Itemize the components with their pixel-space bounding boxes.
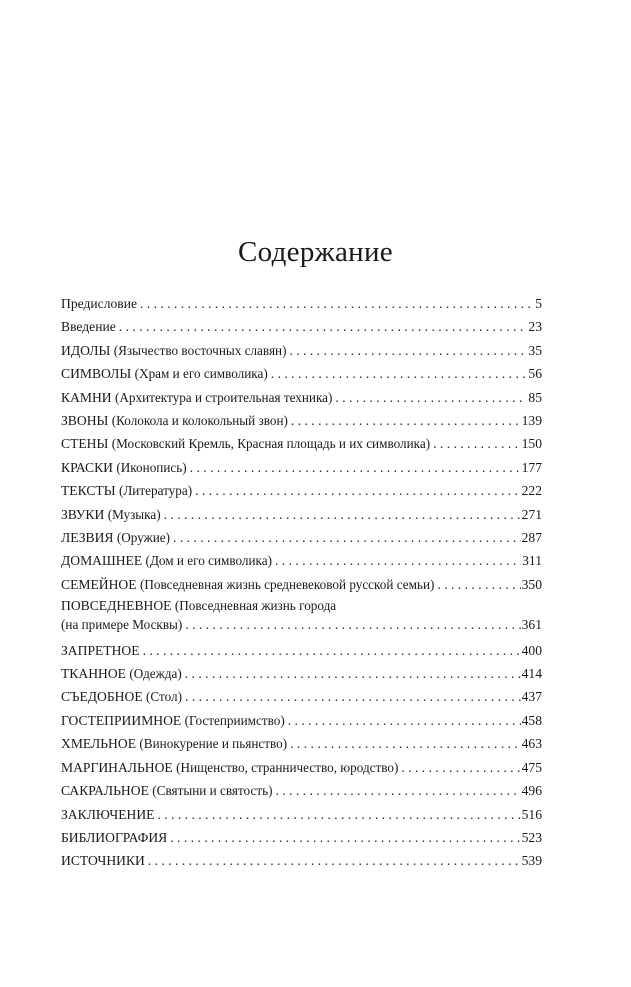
toc-entry-main-title: ИДОЛЫ bbox=[61, 342, 111, 358]
toc-entry-title bbox=[61, 573, 434, 596]
toc-entry-subtitle: (Язычество восточных славян) bbox=[113, 342, 287, 358]
toc-entry[interactable] bbox=[61, 292, 542, 315]
toc-page-number: 56 bbox=[528, 366, 542, 382]
toc-entry-main-title: ЗВУКИ bbox=[61, 506, 105, 522]
toc-entry-main-title: ТЕКСТЫ bbox=[61, 483, 116, 499]
toc-entry-title bbox=[61, 339, 286, 362]
toc-entry-main-title: БИБЛИОГРАФИЯ bbox=[61, 829, 168, 845]
page-title: Содержание bbox=[238, 236, 393, 268]
dot-leader bbox=[271, 362, 528, 385]
toc-entry[interactable] bbox=[61, 432, 542, 455]
dot-leader bbox=[185, 615, 520, 634]
dot-leader bbox=[288, 709, 521, 732]
dot-leader bbox=[433, 432, 521, 455]
toc-entry[interactable] bbox=[61, 662, 542, 685]
toc-entry-main-title: ХМЕЛЬНОЕ bbox=[61, 736, 136, 752]
toc-entry-subtitle: (Нищенство, странничество, юродство) bbox=[176, 759, 399, 775]
toc-entry-title bbox=[61, 709, 285, 732]
toc-entry-title bbox=[61, 639, 140, 662]
toc-entry-subtitle: (Повседневная жизнь средневековой русской семьи) bbox=[139, 576, 435, 592]
toc-entry[interactable] bbox=[61, 386, 542, 409]
toc-entry-subtitle: (Гостеприимство) bbox=[184, 712, 285, 728]
toc-entry-subtitle: (Литература) bbox=[118, 483, 193, 499]
toc-page-number: 177 bbox=[521, 459, 542, 475]
toc-entry-title bbox=[61, 362, 268, 385]
dot-leader bbox=[275, 549, 521, 572]
toc-entry[interactable] bbox=[61, 826, 542, 849]
dot-leader bbox=[437, 573, 520, 596]
toc-entry-title bbox=[61, 756, 398, 779]
toc-entry-title bbox=[61, 598, 336, 613]
toc-entry-main-title: ИСТОЧНИКИ bbox=[61, 853, 145, 869]
dot-leader bbox=[335, 386, 527, 409]
toc-page-number: 222 bbox=[521, 483, 542, 499]
toc-entry[interactable] bbox=[61, 732, 542, 755]
toc-entry-subtitle: (Московский Кремль, Красная площадь и их символика) bbox=[111, 436, 431, 452]
dot-leader bbox=[140, 292, 534, 315]
toc-page-number: 287 bbox=[521, 530, 542, 546]
toc-page-number: 437 bbox=[521, 689, 542, 705]
toc-entry[interactable] bbox=[61, 409, 542, 432]
toc-entry-main-title: СТЕНЫ bbox=[61, 436, 109, 452]
toc-entry-main-title: ГОСТЕПРИИМНОЕ bbox=[61, 712, 182, 728]
toc-entry-subtitle: (Святыни и святость) bbox=[152, 783, 273, 799]
toc-page-number: 23 bbox=[528, 319, 542, 335]
toc-entry-main-title: СЪЕДОБНОЕ bbox=[61, 689, 143, 705]
toc-entry-subtitle: (Музыка) bbox=[107, 506, 161, 522]
toc-entry-title bbox=[61, 526, 170, 549]
dot-leader bbox=[401, 756, 520, 779]
toc-entry-subtitle: (Храм и его символика) bbox=[134, 366, 268, 382]
dot-leader bbox=[289, 339, 527, 362]
toc-entry-title bbox=[61, 479, 192, 502]
toc-entry-title bbox=[61, 503, 161, 526]
toc-entry[interactable] bbox=[61, 803, 542, 826]
toc-entry-title bbox=[61, 732, 287, 755]
toc-page-number: 85 bbox=[528, 389, 542, 405]
dot-leader bbox=[185, 662, 521, 685]
toc-entry-title bbox=[61, 432, 430, 455]
toc-page-number: 400 bbox=[521, 642, 542, 658]
toc-entry-title bbox=[61, 549, 272, 572]
dot-leader bbox=[173, 526, 521, 549]
toc-entry-main-title: ЗАКЛЮЧЕНИЕ bbox=[61, 806, 155, 822]
toc-page-number: 458 bbox=[521, 712, 542, 728]
toc-entry[interactable] bbox=[61, 779, 542, 802]
toc-entry[interactable] bbox=[61, 756, 542, 779]
dot-leader bbox=[195, 479, 521, 502]
dot-leader bbox=[157, 803, 520, 826]
toc-entry[interactable] bbox=[61, 362, 542, 385]
toc-entry-subtitle: (Повседневная жизнь города bbox=[174, 598, 337, 614]
toc-entry-title bbox=[61, 779, 272, 802]
toc-page-number: 496 bbox=[521, 783, 542, 799]
toc-entry-title bbox=[61, 826, 167, 849]
toc-entry-title bbox=[61, 803, 154, 826]
toc-entry-main-title: ЗАПРЕТНОЕ bbox=[61, 642, 140, 658]
toc-entry-subtitle: (Архитектура и строительная техника) bbox=[115, 389, 333, 405]
toc-entry-main-title: ДОМАШНЕЕ bbox=[61, 553, 143, 569]
dot-leader bbox=[185, 685, 521, 708]
dot-leader bbox=[164, 503, 521, 526]
toc-entry-subtitle: (на примере Москвы) bbox=[61, 617, 183, 633]
toc-entry[interactable] bbox=[61, 479, 542, 502]
toc-page-number: 463 bbox=[521, 736, 542, 752]
toc-entry-main-title: ПОВСЕДНЕВНОЕ bbox=[61, 598, 172, 614]
toc-page-number: 311 bbox=[522, 553, 542, 569]
toc-entry-title bbox=[61, 456, 187, 479]
toc-entry[interactable] bbox=[61, 549, 542, 572]
toc-entry-title bbox=[61, 685, 182, 708]
toc-entry-main-title: КРАСКИ bbox=[61, 459, 113, 475]
dot-leader bbox=[291, 409, 521, 432]
toc-entry-subtitle: (Одежда) bbox=[129, 666, 182, 682]
toc-entry-title bbox=[61, 615, 182, 634]
toc-entry-title bbox=[61, 292, 137, 315]
toc-page-number: 361 bbox=[521, 617, 542, 633]
toc-entry[interactable] bbox=[61, 709, 542, 732]
toc-entry-title bbox=[61, 315, 116, 338]
toc-page-number: 539 bbox=[521, 853, 542, 869]
toc-page-number: 414 bbox=[521, 666, 542, 682]
dot-leader bbox=[143, 639, 521, 662]
toc-entry[interactable] bbox=[61, 456, 542, 479]
dot-leader bbox=[190, 456, 521, 479]
toc-page-number: 5 bbox=[535, 296, 542, 311]
toc-entry-subtitle: (Оружие) bbox=[116, 530, 171, 546]
toc-page-number: 35 bbox=[528, 342, 542, 358]
toc-entry[interactable] bbox=[61, 849, 542, 872]
toc-entry-title bbox=[61, 409, 288, 432]
toc-entry-main-title: СЕМЕЙНОЕ bbox=[61, 576, 137, 592]
toc-page-number: 139 bbox=[521, 413, 542, 429]
table-of-contents bbox=[61, 292, 542, 873]
toc-entry-main-title: СИМВОЛЫ bbox=[61, 366, 132, 382]
toc-entry[interactable] bbox=[61, 573, 542, 596]
toc-entry-subtitle: (Стол) bbox=[146, 689, 183, 705]
toc-entry-title bbox=[61, 662, 182, 685]
toc-entry[interactable] bbox=[61, 596, 542, 638]
toc-entry-main-title: Введение bbox=[61, 319, 116, 335]
toc-entry-title bbox=[61, 386, 332, 409]
dot-leader bbox=[170, 826, 520, 849]
toc-entry-main-title: Предисловие bbox=[61, 296, 138, 311]
toc-entry[interactable] bbox=[61, 339, 542, 362]
dot-leader bbox=[290, 732, 520, 755]
toc-entry[interactable] bbox=[61, 315, 542, 338]
toc-page-number: 350 bbox=[521, 576, 542, 592]
toc-entry-main-title: САКРАЛЬНОЕ bbox=[61, 783, 149, 799]
toc-entry-subtitle: (Дом и его символика) bbox=[145, 553, 272, 569]
toc-entry-subtitle: (Винокурение и пьянство) bbox=[139, 736, 288, 752]
toc-entry-main-title: ЗВОНЫ bbox=[61, 413, 109, 429]
dot-leader bbox=[148, 849, 521, 872]
toc-page-number: 271 bbox=[521, 506, 542, 522]
toc-page-number: 516 bbox=[521, 806, 542, 822]
dot-leader bbox=[275, 779, 520, 802]
toc-entry-main-title: ТКАННОЕ bbox=[61, 666, 126, 682]
toc-entry-main-title: МАРГИНАЛЬНОЕ bbox=[61, 759, 173, 775]
toc-page-number: 150 bbox=[521, 436, 542, 452]
toc-entry-subtitle: (Колокола и колокольный звон) bbox=[111, 413, 288, 429]
toc-entry[interactable] bbox=[61, 526, 542, 549]
dot-leader bbox=[119, 315, 528, 338]
toc-entry-main-title: ЛЕЗВИЯ bbox=[61, 530, 114, 546]
toc-page-number: 475 bbox=[521, 759, 542, 775]
toc-entry-subtitle: (Иконопись) bbox=[116, 459, 187, 475]
toc-entry[interactable] bbox=[61, 685, 542, 708]
toc-page-number: 523 bbox=[521, 829, 542, 845]
toc-entry[interactable] bbox=[61, 639, 542, 662]
toc-entry-main-title: КАМНИ bbox=[61, 389, 112, 405]
toc-entry-title bbox=[61, 849, 145, 872]
toc-entry[interactable] bbox=[61, 503, 542, 526]
